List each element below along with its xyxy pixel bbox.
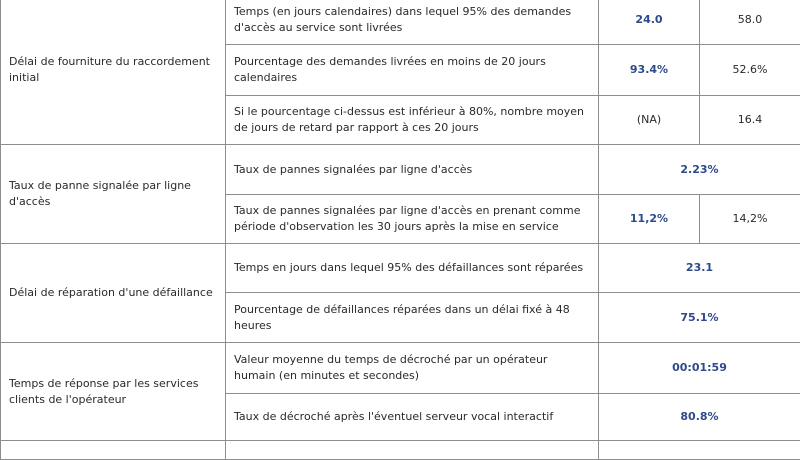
description-text: Taux de décroché après l'éventuel serveur vocal interactif <box>234 410 554 423</box>
value-cell <box>598 393 800 441</box>
category-label: Délai de fourniture du raccordement initial <box>9 54 210 84</box>
value-text: 58.0 <box>737 12 763 26</box>
description-cell <box>225 292 599 343</box>
description-cell <box>225 243 599 293</box>
value-cell <box>598 342 800 394</box>
next-row-description-cell <box>225 440 599 460</box>
value-cell <box>598 44 700 96</box>
description-cell <box>225 393 599 441</box>
value-cell <box>598 292 800 343</box>
value-cell <box>598 243 800 293</box>
category-cell <box>0 342 226 441</box>
value-cell <box>699 44 800 96</box>
value-text: 93.4% <box>629 63 669 76</box>
value-text: 52.6% <box>732 63 768 76</box>
value-text: 16.4 <box>737 113 763 126</box>
description-text: Temps (en jours calendaires) dans lequel 95% des demandes d'accès au service sont livrées <box>234 4 572 34</box>
next-row-value-cell <box>598 440 800 460</box>
description-cell <box>225 194 599 244</box>
description-cell <box>225 95 599 145</box>
value-text: 80.8% <box>680 410 719 423</box>
category-cell <box>0 144 226 244</box>
category-cell <box>0 0 226 145</box>
value-cell <box>699 0 800 45</box>
category-label: Délai de réparation d'une défaillance <box>9 286 213 299</box>
category-label: Taux de panne signalée par ligne d'accès <box>9 179 191 208</box>
value-cell <box>598 95 700 145</box>
description-text: Taux de pannes signalées par ligne d'accès en prenant comme période d'observation les 30 jours après la mise en service <box>234 204 581 233</box>
value-text: 24.0 <box>635 12 663 26</box>
description-cell <box>225 44 599 96</box>
value-cell <box>699 194 800 244</box>
value-text: 14,2% <box>732 212 768 225</box>
description-cell <box>225 144 599 195</box>
value-text: 11,2% <box>629 212 669 225</box>
description-text: Pourcentage des demandes livrées en moins de 20 jours calendaires <box>234 55 546 84</box>
description-text: Taux de pannes signalées par ligne d'accès <box>234 162 473 176</box>
description-text: Si le pourcentage ci-dessus est inférieur à 80%, nombre moyen de jours de retard par rapport à ces 20 jours <box>234 105 585 134</box>
value-text: (NA) <box>636 113 662 126</box>
next-row-category-cell <box>0 440 226 460</box>
category-cell <box>0 243 226 343</box>
value-cell <box>699 95 800 145</box>
value-text: 00:01:59 <box>672 361 727 374</box>
value-cell <box>598 194 700 244</box>
description-cell <box>225 342 599 394</box>
description-cell <box>225 0 599 45</box>
description-text: Valeur moyenne du temps de décroché par un opérateur humain (en minutes et secondes) <box>234 353 548 382</box>
value-text: 75.1% <box>680 310 719 324</box>
value-cell <box>598 0 700 45</box>
description-text: Pourcentage de défaillances réparées dans un délai fixé à 48 heures <box>234 302 570 332</box>
value-text: 23.1 <box>685 261 714 274</box>
value-text: 2.23% <box>680 162 719 176</box>
description-text: Temps en jours dans lequel 95% des défaillances sont réparées <box>234 261 584 274</box>
value-cell <box>598 144 800 195</box>
category-label: Temps de réponse par les services clients de l'opérateur <box>9 376 199 406</box>
